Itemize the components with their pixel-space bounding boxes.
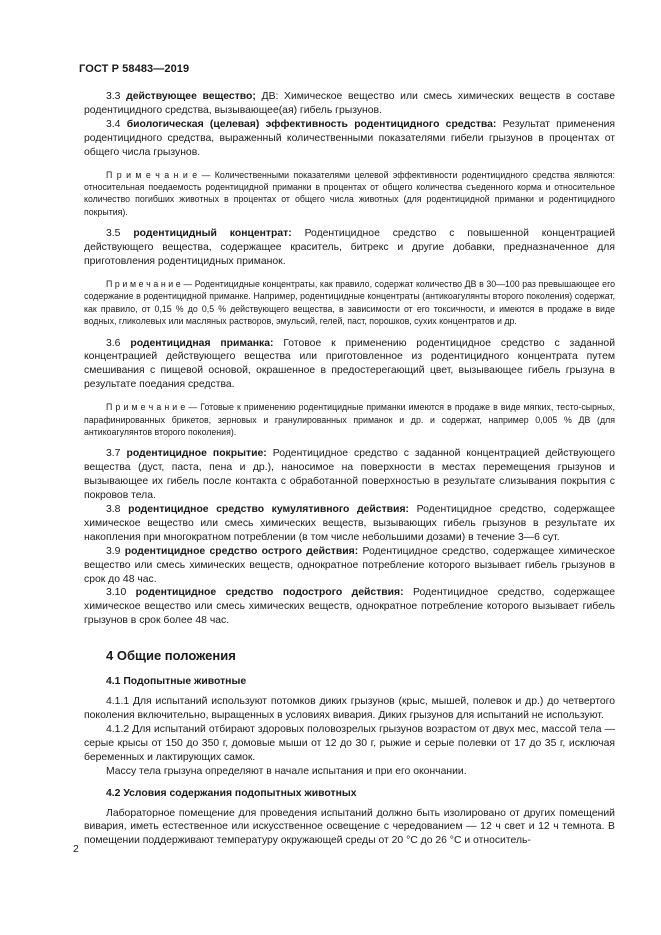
term-title: родентицидное покрытие: [126, 448, 267, 460]
section-4-heading: 4 Общие положения [106, 648, 236, 664]
paragraph-4-1-1: 4.1.1 Для испытаний используют потомков диких грызунов (крыс, мышей, полевок и др.) до четвертого поколения включительно, выращенных в условиях вивария. Диких грызунов для испытаний не используют. [84, 696, 615, 722]
paragraph-4-1-2-body-mass: Массу тела грызуна определяют в начале испытания и при его окончании. [106, 765, 467, 777]
term-number: 3.3 [106, 91, 121, 102]
term-title: родентицидное средство кумулятивного действия: [128, 503, 409, 515]
term-3-6 [84, 337, 615, 393]
note-3-5 [84, 278, 615, 328]
term-3-4 [84, 118, 615, 160]
term-3-3 [84, 90, 615, 118]
term-definition: Результат применения родентицидного средства, выраженный количественными показателями гибели грызунов в процентах от общего числа грызунов. [84, 118, 616, 158]
term-number: 3.5 [106, 228, 121, 240]
term-title: родентицидное средство острого действия: [124, 545, 359, 557]
paragraph-4-1-2: 4.1.2 Для испытаний отбирают здоровых половозрелых грызунов возрастом от двух мес, массой тела — серые крысы от 150 до 350 г, домовые мыши от 12 до 30 г, рыжие и серые полевки от 17 до 35 г, исключая беременных и лактирующих самок. [84, 723, 615, 763]
term-number: 3.4 [106, 118, 121, 130]
section-4-2-heading: 4.2 Условия содержания подопытных животных [106, 787, 357, 799]
document-header: ГОСТ Р 58483—2019 [79, 63, 190, 75]
term-definition: Готовое к применению родентицидное средство с заданной концентрацией действующего вещества или приготовленное из родентицидного концентрата путем смешивания с пищевой основой, окрашенное в предостерегающий цвет, вызывающее гибель грызуна в результате поедания средства. [84, 337, 616, 391]
term-number: 3.6 [106, 337, 121, 349]
note-text: — Готовые к применению родентицидные приманки имеются в продаже в виде мягких, тесто-сырных, парафинированных брикетов, зерновых и гранулированных приманок и др. и содержат, например 0,005 % ДВ (для антикоагулянтов второго поколения). [84, 402, 615, 437]
note-text: — Родентицидные концентраты, как правило, содержат количество ДВ в 30—100 раз превышающее его содержание в родентицидной приманке. Например, родентицидные концентраты (антикоагулянты второго поколения) содержат, как правило, от 0,15 % до 0,5 % действующего вещества, в зависимости от его токсичности, и имеются в продаже в виде водных, гликолевых или масляных растворов, эмульсий, гелей, паст, порошков, сухих концентратов и др. [84, 278, 615, 327]
page-content [84, 90, 615, 848]
term-definition: Химическое вещество или смесь химических веществ в составе родентицидного средства, вызывающее(ая) гибель грызунов. [84, 91, 615, 116]
paragraph-4-2: Лабораторное помещение для проведения испытаний должно быть изолировано от других помещений вивария, иметь естественное или искусственное освещение с чередованием — 12 ч свет и 12 ч темнота. В помещении поддерживают температуру окружающей среды от 20 °C до 26 °C и относитель- [84, 807, 615, 847]
term-3-9 [84, 545, 615, 587]
term-3-7 [84, 447, 615, 503]
term-definition: Родентицидное средство, содержащее химическое вещество или смесь химических веществ, однократное потребление которого вызывает гибель грызунов в срок более 48 час. [84, 587, 615, 627]
term-number: 3.9 [106, 545, 121, 557]
section-4-1-heading: 4.1 Подопытные животные [106, 676, 247, 688]
page-number: 2 [73, 844, 79, 855]
note-3-4 [84, 169, 615, 219]
note-3-6 [84, 401, 615, 438]
term-3-5 [84, 227, 615, 269]
term-title: родентицидный концентрат: [133, 228, 292, 240]
term-number: 3.10 [106, 587, 127, 599]
term-title: родентицидное средство подострого действия: [135, 587, 404, 599]
term-number: 3.7 [106, 448, 121, 460]
term-number: 3.8 [106, 503, 121, 515]
term-3-8 [84, 503, 615, 545]
term-3-10 [84, 586, 615, 628]
note-label: П р и м е ч а н и е [106, 402, 186, 413]
term-title: биологическая (целевая) эффективность родентицидного средства: [126, 118, 497, 130]
term-abbr: ДВ: [255, 91, 279, 102]
note-text: — Количественными показателями целевой эффективности родентицидного средства являются: относительная поедаемость родентицидной приманки в процентах от общего количества съеденного корма и относительное количество погибших животных в процентах от общего числа животных (для родентицидной приманки и родентицидного покрытия). [84, 169, 615, 217]
term-title: действующее вещество; [126, 91, 256, 102]
term-definition: Родентицидное средство с заданной концентрацией действующего вещества (дуст, паста, пена и др.), наносимое на поверхности в местах перемещения грызунов и вызывающее их гибель после контакта с обработанной поверхностью в результате слизывания покрытия с покровов тела. [84, 448, 616, 502]
term-definition: Родентицидное средство, содержащее химическое вещество или смесь химических веществ, однократное потребление которого вызывает гибель грызунов в срок до 48 час. [84, 545, 616, 585]
note-label: П р и м е ч а н и е [106, 278, 181, 289]
note-label: П р и м е ч а н и е [106, 169, 198, 180]
term-definition: Родентицидное средство с повышенной концентрацией действующего вещества, содержащее краситель, битрекс и другие добавки, предназначенное для приготовления родентицидных приманок. [84, 228, 615, 267]
term-title: родентицидная приманка: [130, 337, 274, 349]
term-definition: Родентицидное средство, содержащее химическое вещество или смесь химических веществ, вызывающих гибель грызунов в результате их накопления при многократном потреблении (в том числе небольшими дозами) в течение 3—6 сут. [84, 503, 616, 543]
